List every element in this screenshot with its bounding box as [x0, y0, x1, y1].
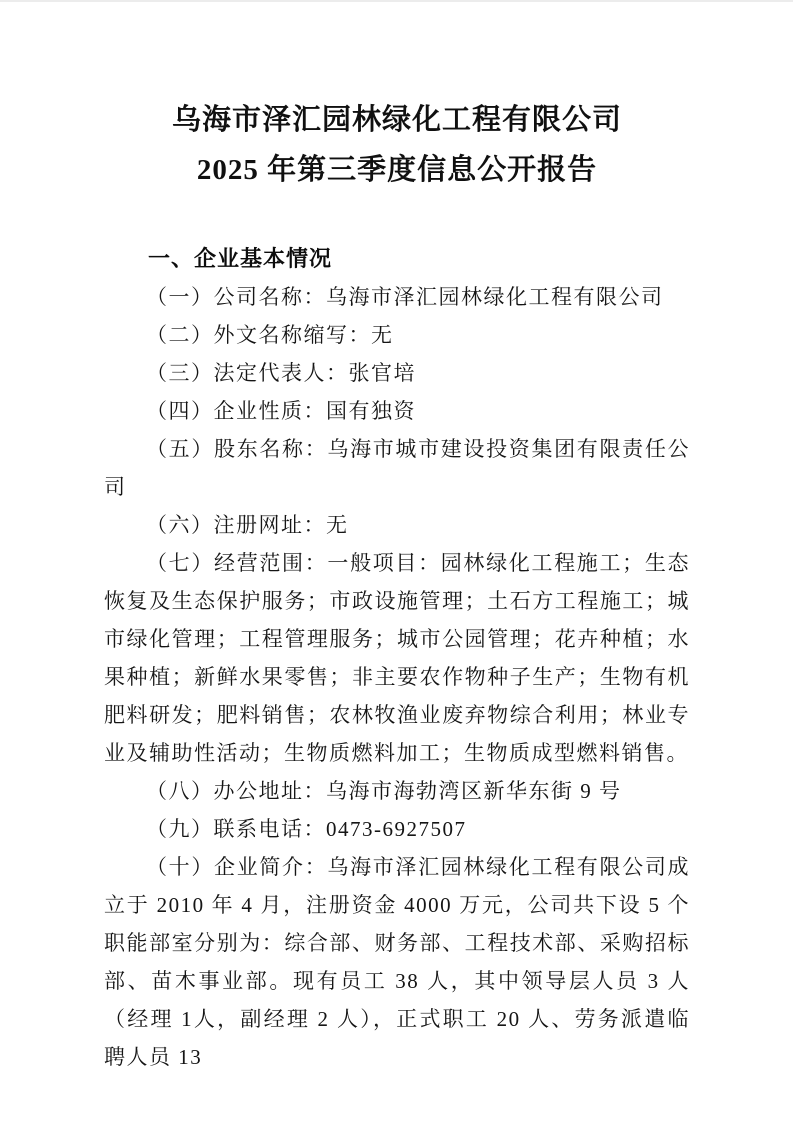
paragraph-business-scope: （七）经营范围：一般项目：园林绿化工程施工；生态恢复及生态保护服务；市政设施管理；土石方工程施工；城市绿化管理；工程管理服务；城市公园管理；花卉种植；水果种植；新鲜水果零售；非主要农作物种子生产；生物有机肥料研发；肥料销售；农林牧渔业废弃物综合利用；林业专业及辅助性活动；生物质燃料加工；生物质成型燃料销售。 — [104, 551, 690, 765]
paragraph-shareholder-name: （五）股东名称：乌海市城市建设投资集团有限责任公司 — [104, 437, 690, 499]
paragraph-enterprise-nature: （四）企业性质：国有独资 — [146, 399, 416, 423]
paragraph-foreign-name: （二）外文名称缩写：无 — [146, 323, 394, 347]
document-title-line1: 乌海市泽汇园林绿化工程有限公司 — [171, 104, 622, 136]
paragraph-company-profile: （十）企业简介：乌海市泽汇园林绿化工程有限公司成立于 2010 年 4 月，注册资金 4000 万元，公司共下设 5 个职能部室分别为：综合部、财务部、工程技术部、采购招标部、苗木事业部。现有员工 38 人，其中领导层人员 3 人（经理 1人，副经理 2 人），正式职工 20 人、劳务派遣临聘人员 13 — [104, 855, 690, 1069]
paragraph-registered-website: （六）注册网址：无 — [146, 513, 349, 537]
document-title — [104, 0, 690, 195]
document-body — [104, 240, 690, 1076]
document-title-line2: 2025 年第三季度信息公开报告 — [196, 154, 598, 186]
paragraph-office-address: （八）办公地址：乌海市海勃湾区新华东街 9 号 — [146, 779, 622, 803]
paragraph-contact-phone: （九）联系电话：0473-6927507 — [146, 817, 467, 841]
document-content — [104, 0, 690, 1076]
paragraph-company-name: （一）公司名称：乌海市泽汇园林绿化工程有限公司 — [146, 285, 664, 309]
section-heading: 一、企业基本情况 — [148, 246, 333, 271]
paragraph-legal-representative: （三）法定代表人：张官培 — [146, 361, 416, 385]
